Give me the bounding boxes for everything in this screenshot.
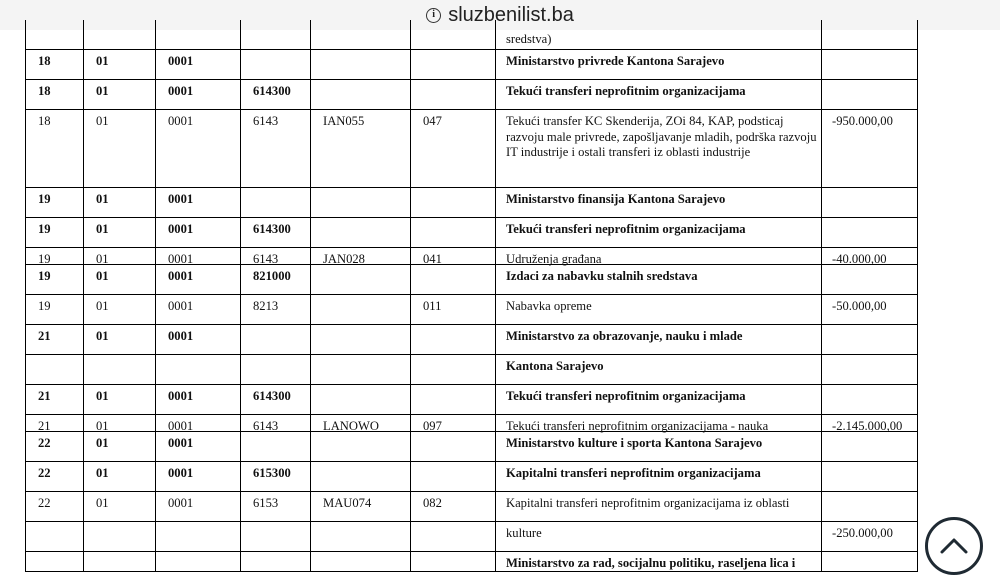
sub-cell: 01 (83, 265, 155, 294)
code-cell (240, 522, 310, 551)
program-cell (310, 50, 410, 79)
code-cell (240, 50, 310, 79)
table-row (25, 265, 918, 295)
table-row (25, 522, 918, 552)
program-cell (310, 552, 410, 571)
amount-cell (821, 462, 918, 491)
fund-cell: 0001 (155, 415, 240, 431)
level-cell: 22 (25, 432, 83, 461)
sub-cell: 01 (83, 80, 155, 109)
function-cell (410, 432, 495, 461)
level-cell: 18 (25, 110, 83, 187)
table-row (25, 50, 918, 80)
code-cell: 8213 (240, 295, 310, 324)
sub-cell: 01 (83, 492, 155, 521)
level-cell: 22 (25, 462, 83, 491)
sub-cell: 01 (83, 325, 155, 354)
sub-cell: 01 (83, 462, 155, 491)
description-cell: Kantona Sarajevo (495, 355, 821, 384)
amount-cell: -250.000,00 (821, 522, 918, 551)
function-cell (410, 80, 495, 109)
scroll-to-top-button[interactable] (925, 517, 983, 575)
fund-cell: 0001 (155, 265, 240, 294)
code-cell: 6143 (240, 110, 310, 187)
program-cell (310, 462, 410, 491)
function-cell (410, 188, 495, 217)
description-cell: Udruženja građana (495, 248, 821, 264)
code-cell: 614300 (240, 385, 310, 414)
amount-cell: -50.000,00 (821, 295, 918, 324)
amount-cell (821, 385, 918, 414)
description-cell: Ministarstvo za rad, socijalnu politiku, raseljena lica i (495, 552, 821, 571)
fund-cell: 0001 (155, 462, 240, 491)
description-cell: Ministarstvo privrede Kantona Sarajevo (495, 50, 821, 79)
table-row (25, 492, 918, 522)
program-cell (310, 355, 410, 384)
description-cell: kulture (495, 522, 821, 551)
program-cell: IAN055 (310, 110, 410, 187)
description-cell: Kapitalni transferi neprofitnim organizacijama iz oblasti (495, 492, 821, 521)
chevron-up-icon (939, 537, 969, 555)
table-row (25, 188, 918, 218)
program-cell: MAU074 (310, 492, 410, 521)
function-cell: 097 (410, 415, 495, 431)
level-cell: 18 (25, 50, 83, 79)
code-cell (240, 355, 310, 384)
level-cell: 18 (25, 80, 83, 109)
description-cell: Izdaci za nabavku stalnih sredstava (495, 265, 821, 294)
fund-cell: 0001 (155, 218, 240, 247)
program-cell (310, 385, 410, 414)
sub-cell: 01 (83, 50, 155, 79)
description-cell: Tekući transferi neprofitnim organizacijama (495, 385, 821, 414)
fund-cell: 0001 (155, 248, 240, 264)
level-cell: 19 (25, 295, 83, 324)
sub-cell: 01 (83, 415, 155, 431)
fund-cell (155, 355, 240, 384)
function-cell (410, 462, 495, 491)
sub-cell: 01 (83, 295, 155, 324)
table-row (25, 355, 918, 385)
function-cell (410, 385, 495, 414)
sub-cell: 01 (83, 385, 155, 414)
program-cell (310, 522, 410, 551)
fund-cell: 0001 (155, 188, 240, 217)
table-row (25, 462, 918, 492)
amount-cell (821, 325, 918, 354)
table-row (25, 385, 918, 415)
amount-cell (821, 218, 918, 247)
fund-cell: 0001 (155, 325, 240, 354)
sub-cell (83, 355, 155, 384)
level-cell: 21 (25, 385, 83, 414)
table-row (25, 80, 918, 110)
sub-cell: 01 (83, 432, 155, 461)
program-cell (310, 265, 410, 294)
sub-cell (83, 552, 155, 571)
function-cell: 047 (410, 110, 495, 187)
level-cell: 19 (25, 265, 83, 294)
amount-cell: -2.145.000,00 (821, 415, 918, 431)
info-icon[interactable]: i (426, 8, 441, 23)
code-cell (240, 188, 310, 217)
description-cell: Kapitalni transferi neprofitnim organizacijama (495, 462, 821, 491)
level-cell: 22 (25, 492, 83, 521)
fund-cell: 0001 (155, 385, 240, 414)
function-cell (410, 522, 495, 551)
table-row-partial (25, 20, 918, 50)
function-cell (410, 265, 495, 294)
function-cell: 011 (410, 295, 495, 324)
document-page (0, 30, 1000, 570)
amount-cell (821, 355, 918, 384)
level-cell: 19 (25, 188, 83, 217)
sub-cell: 01 (83, 248, 155, 264)
table-row (25, 325, 918, 355)
level-cell: 21 (25, 325, 83, 354)
function-cell (410, 218, 495, 247)
description-cell: Ministarstvo za obrazovanje, nauku i mlade (495, 325, 821, 354)
description-cell: Tekući transfer KC Skenderija, ZOi 84, KAP, podsticaj razvoju male privrede, zapošljavanje mladih, podrška razvoju IT industrije i ostali transferi iz oblasti industrije (495, 110, 821, 187)
amount-cell (821, 492, 918, 521)
level-cell (25, 355, 83, 384)
description-cell: Ministarstvo finansija Kantona Sarajevo (495, 188, 821, 217)
program-cell (310, 325, 410, 354)
level-cell: 19 (25, 248, 83, 264)
level-cell: 19 (25, 218, 83, 247)
description-cell: sredstva) (495, 20, 821, 49)
url-text: sluzbenilist.ba (448, 3, 574, 26)
code-cell: 6143 (240, 248, 310, 264)
function-cell: 041 (410, 248, 495, 264)
function-cell (410, 552, 495, 571)
function-cell (410, 325, 495, 354)
description-cell: Ministarstvo kulture i sporta Kantona Sarajevo (495, 432, 821, 461)
program-cell (310, 188, 410, 217)
code-cell: 614300 (240, 80, 310, 109)
amount-cell (821, 50, 918, 79)
sub-cell: 01 (83, 188, 155, 217)
fund-cell: 0001 (155, 432, 240, 461)
fund-cell (155, 522, 240, 551)
fund-cell: 0001 (155, 110, 240, 187)
code-cell (240, 552, 310, 571)
table-row (25, 552, 918, 572)
table-row (25, 415, 918, 432)
fund-cell (155, 552, 240, 571)
amount-cell (821, 552, 918, 571)
table-row (25, 218, 918, 248)
code-cell (240, 325, 310, 354)
sub-cell: 01 (83, 218, 155, 247)
function-cell (410, 355, 495, 384)
function-cell (410, 50, 495, 79)
code-cell: 615300 (240, 462, 310, 491)
level-cell (25, 552, 83, 571)
level-cell (25, 522, 83, 551)
table-row (25, 110, 918, 188)
description-cell: Tekući transferi neprofitnim organizacijama (495, 218, 821, 247)
table-row (25, 295, 918, 325)
program-cell (310, 218, 410, 247)
amount-cell (821, 80, 918, 109)
amount-cell (821, 432, 918, 461)
fund-cell: 0001 (155, 80, 240, 109)
code-cell (240, 432, 310, 461)
code-cell: 821000 (240, 265, 310, 294)
amount-cell: -950.000,00 (821, 110, 918, 187)
code-cell: 6153 (240, 492, 310, 521)
level-cell: 21 (25, 415, 83, 431)
program-cell: LANOWO (310, 415, 410, 431)
fund-cell: 0001 (155, 295, 240, 324)
function-cell: 082 (410, 492, 495, 521)
amount-cell (821, 188, 918, 217)
table-row (25, 248, 918, 265)
description-cell: Nabavka opreme (495, 295, 821, 324)
program-cell: JAN028 (310, 248, 410, 264)
program-cell (310, 432, 410, 461)
fund-cell: 0001 (155, 50, 240, 79)
description-cell: Tekući transferi neprofitnim organizacijama - nauka (495, 415, 821, 431)
fund-cell: 0001 (155, 492, 240, 521)
sub-cell (83, 522, 155, 551)
program-cell (310, 80, 410, 109)
program-cell (310, 295, 410, 324)
code-cell: 614300 (240, 218, 310, 247)
amount-cell: -40.000,00 (821, 248, 918, 264)
table-row (25, 432, 918, 462)
code-cell: 6143 (240, 415, 310, 431)
description-cell: Tekući transferi neprofitnim organizacijama (495, 80, 821, 109)
amount-cell (821, 265, 918, 294)
sub-cell: 01 (83, 110, 155, 187)
